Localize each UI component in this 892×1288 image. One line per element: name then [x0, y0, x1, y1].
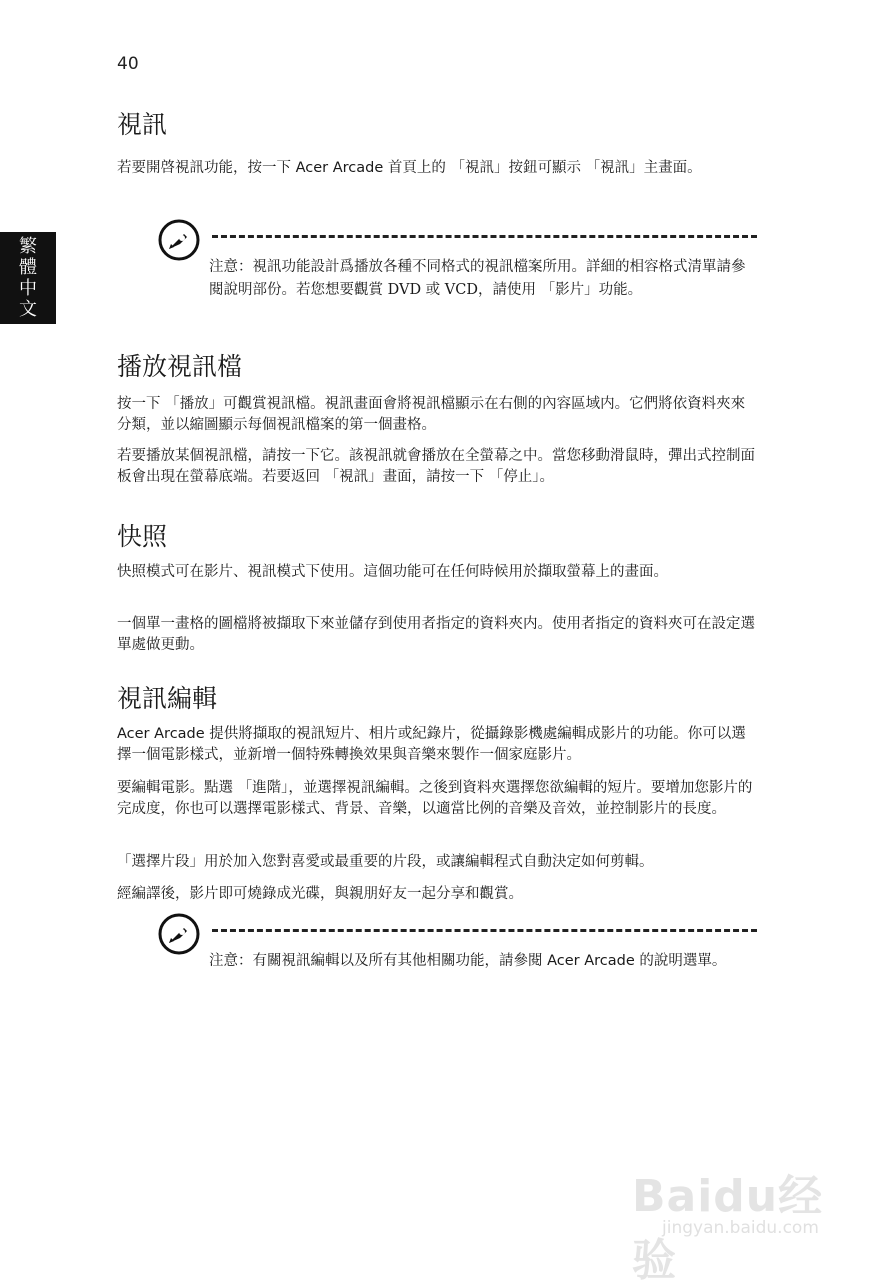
language-side-tab — [0, 232, 56, 324]
note-video-formats — [157, 218, 757, 318]
snapshot-paragraph-1: 快照模式可在影片、視訊模式下使用。這個功能可在任何時候用於擷取螢幕上的畫面。 — [117, 564, 668, 580]
baidu-jingyan-watermark — [632, 1150, 852, 1286]
watermark-logo-text: Baidu经验 — [632, 1171, 824, 1286]
note-dashed-divider — [212, 235, 757, 238]
section-title-play-video: 播放視訊檔 — [117, 352, 243, 381]
play-paragraph-1: 按一下 「播放」可觀賞視訊檔。視訊畫面會將視訊檔顯示在右側的內容區域内。它們將依資料夾來分類，並以縮圖顯示每個視訊檔案的第一個畫格。 — [117, 396, 746, 433]
editing-paragraph-4: 經編譯後，影片即可燒錄成光碟，與親朋好友一起分享和觀賞。 — [117, 886, 523, 902]
side-tab-label: 繁體中文 — [19, 236, 37, 320]
pen-note-icon — [157, 912, 201, 956]
editing-paragraph-3: 「選擇片段」用於加入您對喜愛或最重要的片段，或讓編輯程式自動決定如何剪輯。 — [117, 854, 654, 870]
note-dashed-divider — [212, 929, 757, 932]
play-paragraph-2: 若要播放某個視訊檔，請按一下它。該視訊就會播放在全螢幕之中。當您移動滑鼠時，彈出式控制面板會出現在螢幕底端。若要返回 「視訊」畫面，請按一下 「停止」。 — [117, 448, 755, 485]
page-number: 40 — [117, 54, 139, 74]
watermark-url: jingyan.baidu.com — [662, 1218, 819, 1238]
video-intro-paragraph: 若要開啓視訊功能，按一下 Acer Arcade 首頁上的 「視訊」按鈕可顯示 「視訊」主畫面。 — [117, 160, 702, 176]
section-title-video-editing: 視訊編輯 — [117, 684, 218, 713]
section-title-snapshot: 快照 — [117, 522, 168, 551]
note-video-editing — [157, 912, 757, 1012]
note-text-editing: 注意：有關視訊編輯以及所有其他相關功能，請參閱 Acer Arcade 的說明選單。 — [209, 953, 727, 969]
editing-paragraph-1: Acer Arcade 提供將擷取的視訊短片、相片或紀錄片，從攝錄影機處編輯成影片的功能。你可以選擇一個電影樣式，並新增一個特殊轉換效果與音樂來製作一個家庭影片。 — [117, 726, 746, 763]
note-text-video: 注意：視訊功能設計爲播放各種不同格式的視訊檔案所用。詳細的相容格式清單請參閱說明部份。若您想要觀賞 DVD 或 VCD，請使用 「影片」功能。 — [209, 259, 746, 298]
pen-note-icon — [157, 218, 201, 262]
section-title-video: 視訊 — [117, 110, 168, 139]
editing-paragraph-2: 要編輯電影。點選 「進階」，並選擇視訊編輯。之後到資料夾選擇您欲編輯的短片。要增加您影片的完成度，你也可以選擇電影樣式、背景、音樂，以適當比例的音樂及音效，並控制影片的長度。 — [117, 780, 753, 817]
snapshot-paragraph-2: 一個單一畫格的圖檔將被擷取下來並儲存到使用者指定的資料夾内。使用者指定的資料夾可在設定選單處做更動。 — [117, 616, 755, 653]
